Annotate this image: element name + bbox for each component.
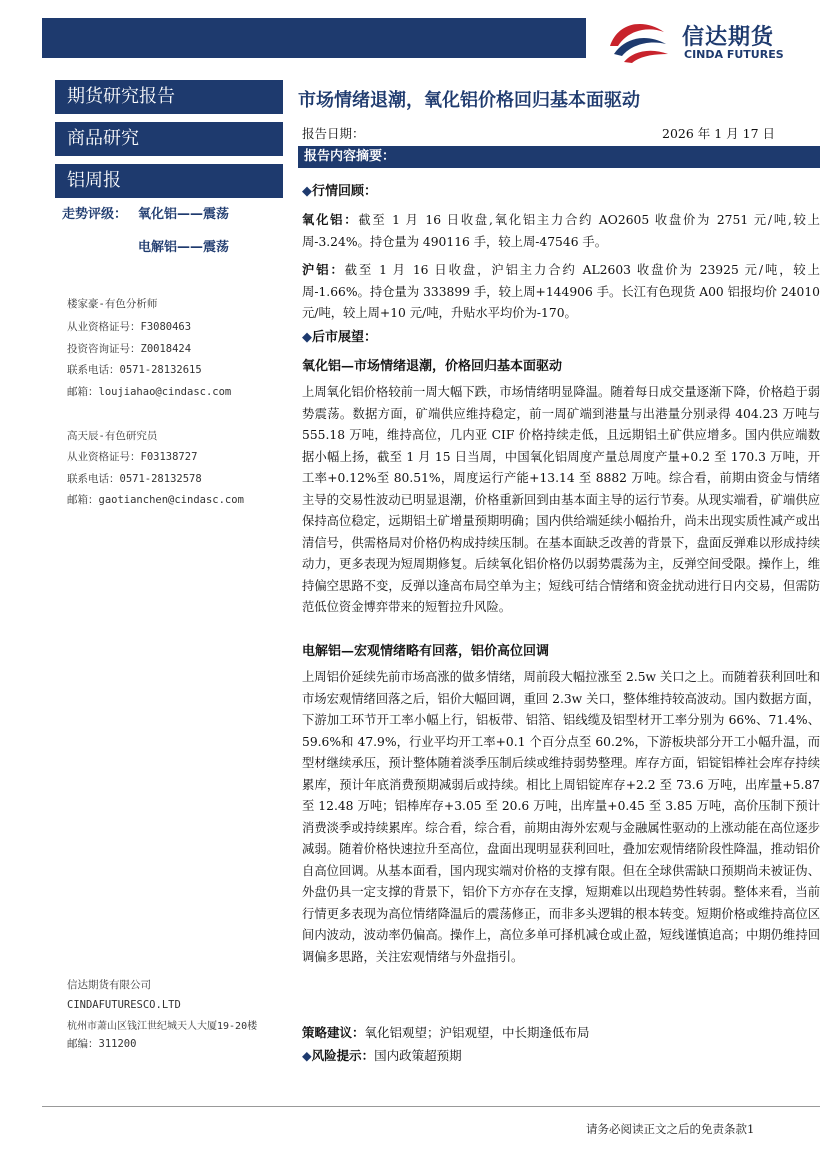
analyst2-phone: 联系电话：0571-28132578 <box>67 473 202 485</box>
logo-text-cn: 信达期货 <box>682 25 775 50</box>
company-address: 杭州市萧山区钱江世纪城天人大厦19-20楼 <box>67 1021 258 1032</box>
rating-alumina: 氧化铝——震荡 <box>138 207 230 222</box>
analyst2-name: 高天辰-有色研究员 <box>67 430 158 442</box>
analyst2-cert: 从业资格证号：F03138727 <box>67 451 198 463</box>
summary-bar: 报告内容摘要： <box>298 146 820 168</box>
cinda-logo <box>604 16 794 64</box>
review-alumina-para: 氧化铝：截至 1 月 16 日收盘,氧化铝主力合约 AO2605 收盘价为 2751 元/吨,较上周-3.24%。持仓量为 490116 手，较上周-47546 手。 <box>302 212 820 249</box>
report-date-label: 报告日期： <box>302 126 365 141</box>
sidebar-box-report-type: 期货研究报告 <box>55 80 283 114</box>
logo-text-en: CINDA FUTURES <box>684 48 784 61</box>
analyst1-phone: 联系电话：0571-28132615 <box>67 364 202 376</box>
aluminum-outlook-para: 上周铝价延续先前市场高涨的做多情绪，周前段大幅拉涨至 2.5w 关口之上。而随着获利回吐和市场宏观情绪回落之后，铝价大幅回调，重回 2.3w 关口，整体维持较高波动。国内数据方面，下游加工环节开工率小幅上行，铝板带、铝箔、铝线缆及铝型材开工率分别为 66%、71.4%、59.6%和 47.9%，行业平均开工率+0.1 个百分点至 60.2%，下游板块部分开工小幅升温，而型材继续承压，预计整体随着淡季压制后续或维持弱势整理。库存方面，铝锭铝棒社会库存持续累库，预计年底消费预期减弱后或持续。相比上周铝锭库存+2.2 至 73.6 万吨，出库量+5.87 至 12.48 万吨；铝棒库存+3.05 至 20.6 万吨，出库量+0.45 至 3.85 万吨，高价压制下预计消费淡季或持续累库。综合看，综合看，前期由海外宏观与金融属性驱动的上涨动能在高位逐步减弱。随着价格快速拉升至高位，盘面出现明显获利回吐，叠加宏观情绪阶段性降温，推动铝价自高位回调。从基本面看，国内现实端对价格的支撑有限。但在全球供需缺口预期尚未被证伪、外盘仍具一定支撑的背景下，铝价下方亦存在支撑，短期难以出现趋势性转弱。整体来看，当前行情更多表现为高位情绪降温后的震荡修正，而非多头逻辑的根本转变。短期价格或维持高位区间内波动，波动率仍偏高。操作上，高位多单可择机减仓或止盈，短线谨慎追高；中期仍维持回调偏多思路，关注宏观情绪与外盘指引。 <box>302 670 820 964</box>
diamond-icon: ◆ <box>302 184 312 199</box>
analyst1-invest: 投资咨询证号：Z0018424 <box>67 343 192 355</box>
diamond-icon: ◆ <box>302 1048 312 1063</box>
review-heading: ◆行情回顾： <box>302 184 378 199</box>
footer-divider <box>42 1106 820 1107</box>
analyst1-email[interactable]: 邮箱：loujiahao@cindasc.com <box>67 386 232 398</box>
company-site: CINDAFUTURESCO.LTD <box>67 999 181 1011</box>
rating-aluminum: 电解铝——震荡 <box>138 240 230 255</box>
company-name: 信达期货有限公司 <box>67 979 151 991</box>
sidebar-box-category: 商品研究 <box>55 122 283 156</box>
outlook-heading: ◆后市展望： <box>302 330 378 345</box>
rating-label: 走势评级： <box>62 207 128 222</box>
sidebar-box-report-name: 铝周报 <box>55 164 283 198</box>
header-bar <box>42 18 586 58</box>
aluminum-subheading: 电解铝—宏观情绪略有回落，铝价高位回调 <box>302 644 550 659</box>
alumina-subheading: 氧化铝—市场情绪退潮，价格回归基本面驱动 <box>302 359 563 374</box>
report-date-value: 2026 年 1 月 17 日 <box>662 126 776 141</box>
logo-mark-icon <box>604 16 674 64</box>
footer-disclaimer: 请务必阅读正文之后的免责条款1 <box>586 1122 755 1136</box>
review-aluminum-para: 沪铝：截至 1 月 16 日收盘，沪铝主力合约 AL2603 收盘价为 23925 元/吨，较上周-1.66%。持仓量为 333899 手，较上周+144906 手。长江有色现货 A00 铝报均价 24010 元/吨，较上周+10 元/吨，升贴水平均价为-170。 <box>302 262 820 320</box>
analyst1-cert: 从业资格证号：F3080463 <box>67 321 192 333</box>
strategy-line: 策略建议：氧化铝观望；沪铝观望，中长期逢低布局 <box>302 1025 590 1040</box>
analyst1-name: 楼家豪-有色分析师 <box>67 298 158 310</box>
analyst2-email[interactable]: 邮箱：gaotianchen@cindasc.com <box>67 494 244 506</box>
alumina-outlook-para: 上周氧化铝价格较前一周大幅下跌，市场情绪明显降温。随着每日成交量逐渐下降，价格趋于弱势震荡。数据方面，矿端供应维持稳定，前一周矿端到港量与出港量分别录得 404.23 万吨与 555.18 万吨，维持高位，几内亚 CIF 价格持续走低，且远期铝土矿供应增多。国内供应端数据小幅上扬，截至 1 月 15 日当周，中国氧化铝周度产量总周度产量+0.2 至 170.3 万吨，开工率+0.12%至 80.51%，周度运行产能+13.14 至 8882 万吨。综合看，前期由资金与情绪主导的交易性波动已明显退潮，价格重新回到由基本面主导的运行节奏。从现实端看，矿端供应保持高位稳定，远期铝土矿增量预期明确；国内供给端延续小幅抬升，尚未出现实质性减产或出清信号，供需格局对价格仍构成持续压制。在基本面缺乏改善的背景下，盘面反弹难以形成持续动力，更多表现为短周期修复。后续氧化铝价格仍以弱势震荡为主，反弹空间受限。操作上，维持偏空思路不变，反弹以逢高布局空单为主；短线可结合情绪和资金扰动进行日内交易，但需防范低位资金博弈带来的短暂拉升风险。 <box>302 385 820 614</box>
risk-line: ◆风险提示：国内政策超预期 <box>302 1048 462 1063</box>
report-title: 市场情绪退潮，氧化铝价格回归基本面驱动 <box>298 90 640 111</box>
company-zip: 邮编：311200 <box>67 1038 137 1050</box>
diamond-icon: ◆ <box>302 330 312 345</box>
